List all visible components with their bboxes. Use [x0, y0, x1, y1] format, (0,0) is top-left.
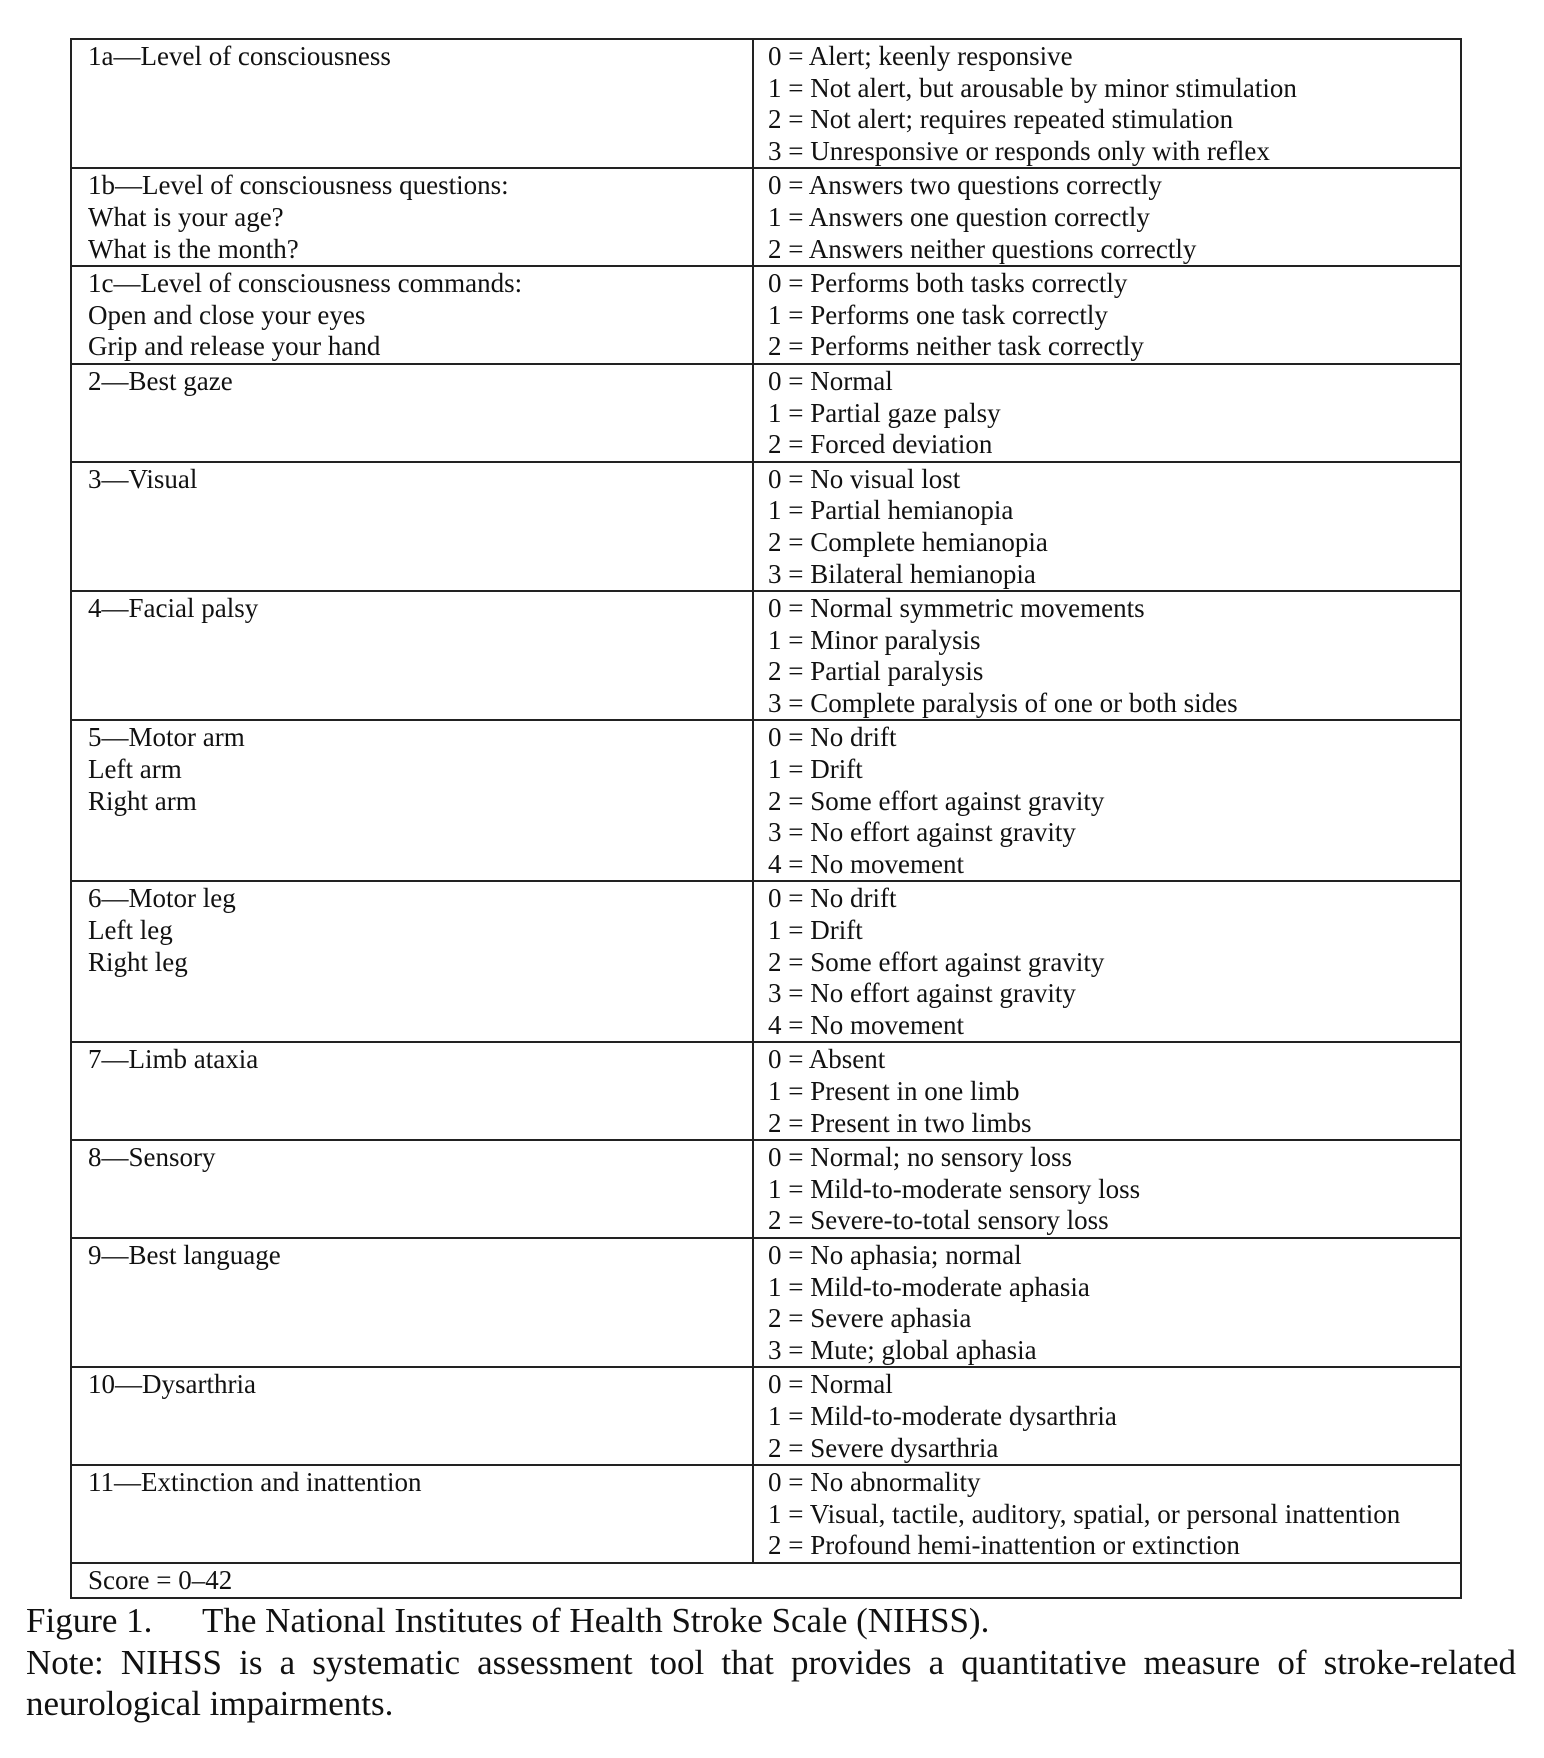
table-row	[71, 881, 1461, 1042]
score-option: 2 = Profound hemi-inattention or extinction	[768, 1530, 1240, 1561]
score-option: 2 = Severe dysarthria	[768, 1432, 999, 1463]
table-row	[71, 720, 1461, 881]
score-option: 2 = Complete hemianopia	[768, 526, 1048, 557]
score-option: 4 = No movement	[768, 848, 964, 879]
score-option: 0 = No drift	[768, 883, 897, 914]
score-option: 3 = No effort against gravity	[768, 978, 1076, 1009]
item-title: 10—Dysarthria	[88, 1369, 256, 1400]
table-row	[71, 168, 1461, 266]
score-option: 2 = Some effort against gravity	[768, 785, 1105, 816]
score-option: 2 = Answers neither questions correctly	[768, 233, 1197, 264]
score-option: 2 = Forced deviation	[768, 429, 993, 460]
options-cell	[753, 591, 1461, 720]
score-option: 0 = Normal symmetric movements	[768, 593, 1145, 624]
figure-note: Note: NIHSS is a systematic assessment tool that provides a quantitative measure of stroke-related neurological impairments.	[26, 1642, 1516, 1723]
score-option: 3 = Bilateral hemianopia	[768, 558, 1036, 589]
figure-caption	[26, 1600, 1516, 1725]
table-row	[71, 364, 1461, 462]
score-option: 1 = Mild-to-moderate aphasia	[768, 1271, 1090, 1302]
score-option: 1 = Not alert, but arousable by minor stimulation	[768, 72, 1297, 103]
score-option: 1 = Drift	[768, 915, 863, 946]
item-title: 6—Motor leg	[88, 883, 236, 914]
item-title: 11—Extinction and inattention	[88, 1467, 422, 1498]
item-cell	[71, 168, 753, 266]
item-subline: Right leg	[88, 946, 188, 977]
score-option: 0 = Answers two questions correctly	[768, 170, 1162, 201]
table-row	[71, 591, 1461, 720]
options-cell	[753, 266, 1461, 364]
score-option: 0 = No visual lost	[768, 463, 961, 494]
score-option: 3 = Complete paralysis of one or both sides	[768, 687, 1238, 718]
item-cell	[71, 364, 753, 462]
item-title: 1b—Level of consciousness questions:	[88, 170, 509, 201]
item-subline: Open and close your eyes	[88, 299, 366, 330]
score-option: 0 = Normal; no sensory loss	[768, 1142, 1072, 1173]
score-option: 1 = Mild-to-moderate dysarthria	[768, 1400, 1117, 1431]
item-title: 9—Best language	[88, 1239, 281, 1270]
score-option: 2 = Present in two limbs	[768, 1107, 1032, 1138]
item-cell	[71, 39, 753, 168]
score-option: 2 = Performs neither task correctly	[768, 331, 1144, 362]
item-cell	[71, 1238, 753, 1367]
table-row	[71, 1238, 1461, 1367]
table-row	[71, 1140, 1461, 1238]
score-option: 0 = No abnormality	[768, 1467, 981, 1498]
options-cell	[753, 39, 1461, 168]
table-row	[71, 266, 1461, 364]
score-option: 0 = No aphasia; normal	[768, 1239, 1022, 1270]
score-option: 1 = Present in one limb	[768, 1076, 1020, 1106]
score-option: 1 = Drift	[768, 754, 863, 785]
score-cell: Score = 0–42	[71, 1563, 1461, 1598]
score-option: 1 = Mild-to-moderate sensory loss	[768, 1173, 1141, 1204]
score-option: 3 = Unresponsive or responds only with reflex	[768, 135, 1270, 166]
options-cell	[753, 1465, 1461, 1563]
score-option: 3 = Mute; global aphasia	[768, 1334, 1037, 1365]
item-title: 3—Visual	[88, 463, 198, 494]
item-cell	[71, 1465, 753, 1563]
nihss-table-body	[71, 39, 1461, 1563]
options-cell	[753, 720, 1461, 881]
score-option: 2 = Severe-to-total sensory loss	[768, 1205, 1109, 1236]
table-row	[71, 39, 1461, 168]
item-title: 1a—Level of consciousness	[88, 41, 391, 71]
figure-label: Figure 1.	[26, 1601, 153, 1640]
score-option: 0 = Alert; keenly responsive	[768, 41, 1073, 71]
item-cell	[71, 1140, 753, 1238]
item-title: 1c—Level of consciousness commands:	[88, 268, 523, 299]
item-title: 8—Sensory	[88, 1142, 216, 1173]
table-row	[71, 1042, 1461, 1140]
item-cell	[71, 591, 753, 720]
score-option: 0 = Normal	[768, 365, 893, 396]
score-option: 2 = Severe aphasia	[768, 1303, 972, 1334]
item-cell	[71, 1367, 753, 1465]
item-subline: What is your age?	[88, 201, 284, 232]
score-option: 2 = Not alert; requires repeated stimulation	[768, 104, 1234, 135]
score-option: 1 = Minor paralysis	[768, 624, 981, 655]
figure-title: The National Institutes of Health Stroke Scale (NIHSS).	[202, 1601, 990, 1640]
table-row	[71, 1367, 1461, 1465]
table-row	[71, 462, 1461, 591]
score-row	[71, 1563, 1461, 1598]
item-cell	[71, 720, 753, 881]
item-subline: Right arm	[88, 785, 197, 816]
item-cell	[71, 266, 753, 364]
score-option: 0 = No drift	[768, 722, 897, 753]
item-cell	[71, 1042, 753, 1140]
score-option: 0 = Absent	[768, 1044, 886, 1075]
options-cell	[753, 881, 1461, 1042]
item-title: 2—Best gaze	[88, 365, 233, 396]
score-option: 4 = No movement	[768, 1009, 964, 1040]
item-subline: Grip and release your hand	[88, 331, 381, 362]
options-cell	[753, 364, 1461, 462]
options-cell	[753, 1140, 1461, 1238]
options-cell	[753, 1042, 1461, 1140]
score-option: 3 = No effort against gravity	[768, 817, 1076, 848]
item-cell	[71, 462, 753, 591]
item-cell	[71, 881, 753, 1042]
caption-title-line	[26, 1600, 1516, 1642]
options-cell	[753, 462, 1461, 591]
score-option: 1 = Answers one question correctly	[768, 201, 1150, 232]
item-subline: Left arm	[88, 754, 182, 785]
score-option: 0 = Performs both tasks correctly	[768, 268, 1128, 299]
score-option: 1 = Partial gaze palsy	[768, 397, 1001, 428]
options-cell	[753, 168, 1461, 266]
options-cell	[753, 1367, 1461, 1465]
table-row	[71, 1465, 1461, 1563]
score-option: 2 = Some effort against gravity	[768, 946, 1105, 977]
options-cell	[753, 1238, 1461, 1367]
item-title: 4—Facial palsy	[88, 593, 259, 624]
score-option: 1 = Performs one task correctly	[768, 299, 1108, 330]
score-option: 1 = Partial hemianopia	[768, 495, 1014, 526]
item-subline: Left leg	[88, 915, 173, 946]
score-option: 1 = Visual, tactile, auditory, spatial, or personal inattention	[768, 1498, 1401, 1529]
item-subline: What is the month?	[88, 233, 299, 264]
nihss-table	[70, 38, 1462, 1599]
score-option: 2 = Partial paralysis	[768, 656, 984, 687]
item-title: 7—Limb ataxia	[88, 1044, 259, 1075]
score-option: 0 = Normal	[768, 1369, 893, 1400]
item-title: 5—Motor arm	[88, 722, 245, 753]
